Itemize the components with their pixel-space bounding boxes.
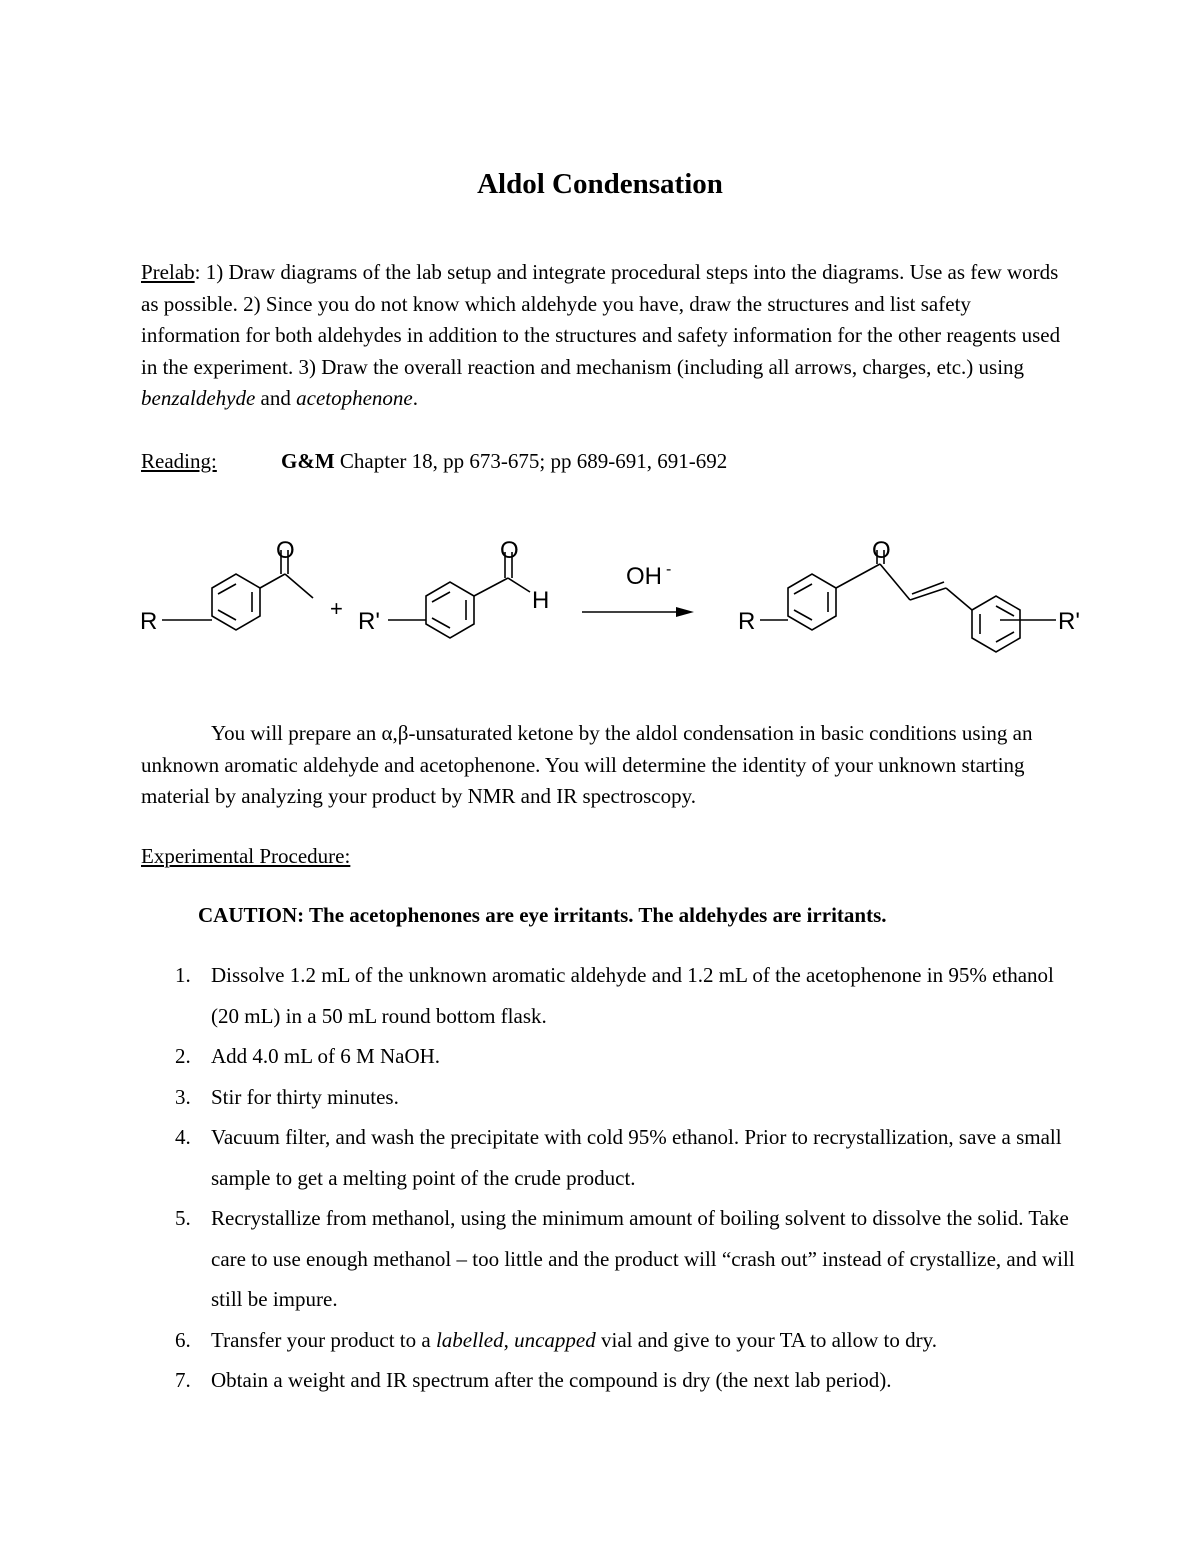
caution-text: CAUTION: The acetophenones are eye irritants. The aldehydes are irritants. <box>198 903 887 927</box>
step-number: 6. <box>175 1327 191 1352</box>
procedure-step <box>141 1198 1081 1320</box>
step-number: 7. <box>175 1368 191 1392</box>
step-text: Vacuum filter, and wash the precipitate with cold 95% ethanol. Prior to recrystallization, save a small sample to get a melting point of the crude product. <box>211 1125 1062 1190</box>
prelab-label: Prelab <box>141 260 195 284</box>
prelab-acetophenone: acetophenone <box>296 386 413 410</box>
prelab-benzaldehyde: benzaldehyde <box>141 386 256 410</box>
reading-line <box>141 446 727 478</box>
step-text: Dissolve 1.2 mL of the unknown aromatic aldehyde and 1.2 mL of the acetophenone in 95% ethanol (20 mL) in a 50 mL round bottom flask. <box>211 963 1054 1028</box>
intro-paragraph <box>141 718 1061 813</box>
step-number: 2. <box>175 1044 191 1068</box>
procedure-step <box>141 1036 1081 1077</box>
prelab-paragraph <box>141 257 1071 415</box>
page-title: Aldol Condensation <box>477 168 723 200</box>
step-text: Recrystallize from methanol, using the minimum amount of boiling solvent to dissolve the solid. Take care to use enough methanol – too little and the product will “crash out” instead of crystallize, and will still be impure. <box>211 1206 1075 1311</box>
step-number: 4. <box>175 1125 191 1149</box>
step-text: Transfer your product to a <box>211 1327 436 1352</box>
reading-label: Reading: <box>141 449 217 473</box>
intro-greek: α,β <box>381 721 409 745</box>
reactant1-r-label: R <box>140 608 158 635</box>
step-text: Add 4.0 mL of 6 M NaOH. <box>211 1044 441 1068</box>
step-text: , <box>503 1327 515 1352</box>
step-number: 5. <box>175 1206 191 1230</box>
procedure-step <box>141 1360 1081 1401</box>
reaction-arrowhead <box>676 607 694 617</box>
procedure-heading: Experimental Procedure: <box>141 844 351 868</box>
reading-text: Chapter 18, pp 673-675; pp 689-691, 691-692 <box>334 449 728 473</box>
reactant2-hydrogen: H <box>532 587 550 614</box>
product-oxygen: O <box>872 537 891 564</box>
chalcone-structure <box>760 550 1056 652</box>
step-text: Stir for thirty minutes. <box>211 1084 399 1109</box>
reagent-hydroxide: OH <box>626 563 662 590</box>
reaction-scheme <box>120 528 1100 678</box>
step-text: vial and give to your TA to allow to dry. <box>595 1327 938 1352</box>
plus-sign: + <box>330 596 343 621</box>
step-text: Obtain a weight and IR spectrum after the compound is dry (the next lab period). <box>211 1368 892 1392</box>
product-r-prime-label: R' <box>1058 608 1080 635</box>
procedure-steps-list <box>141 955 1081 1401</box>
reagent-charge: - <box>666 561 672 578</box>
prelab-text: : 1) Draw diagrams of the lab setup and integrate procedural steps into the diagrams. Use as few words as possible. 2) Since you do not know which aldehyde you have, draw the structures and list safety information for both aldehydes in addition to the structures and safety information for the other reagents used in the experiment. 3) Draw the overall reaction and mechanism (including all arrows, charges, etc.) using <box>141 260 1061 379</box>
prelab-end: . <box>412 386 418 410</box>
step-emphasis-uncapped: uncapped <box>514 1327 596 1352</box>
reactant1-oxygen: O <box>276 537 295 564</box>
procedure-step <box>141 1077 1081 1118</box>
procedure-step <box>141 1117 1081 1198</box>
procedure-step <box>141 1320 1081 1361</box>
intro-part1: You will prepare an <box>211 721 382 745</box>
prelab-and: and <box>255 386 297 410</box>
step-number: 3. <box>175 1084 191 1109</box>
product-r-label: R <box>738 608 756 635</box>
reactant2-oxygen: O <box>500 537 519 564</box>
step-emphasis-labelled: labelled <box>435 1327 504 1352</box>
intro-part2: -unsaturated ketone by the aldol condensation in basic conditions using an unknown aromatic aldehyde and acetophenone. You will determine the identity of your unknown starting material by analyzing your product by NMR and IR spectroscopy. <box>141 721 1033 808</box>
reading-book: G&M <box>281 449 335 473</box>
aldehyde-structure <box>388 552 530 638</box>
procedure-step <box>141 955 1081 1036</box>
step-number: 1. <box>175 963 191 987</box>
reactant2-r-prime-label: R' <box>358 608 380 635</box>
